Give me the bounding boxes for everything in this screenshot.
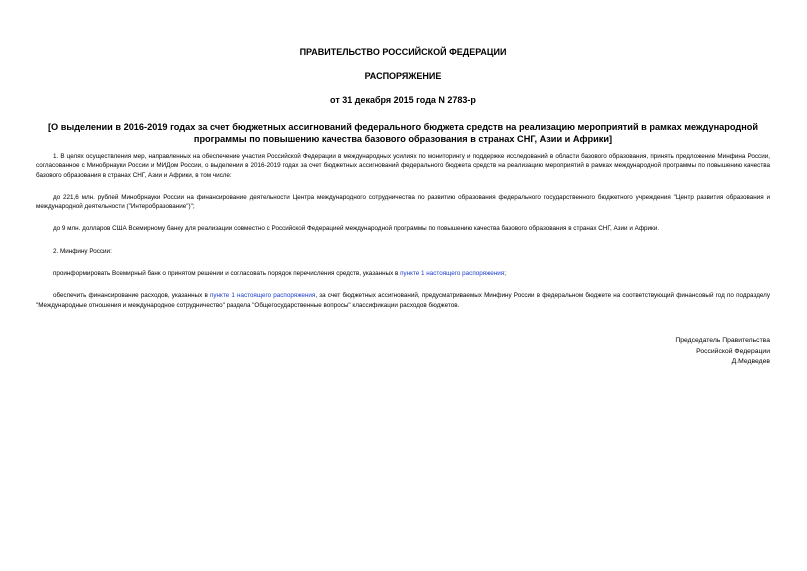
signature-position: Председатель Правительства (675, 337, 770, 344)
paragraph-6-text-after: , за счет бюджетных ассигнований, предусматриваемых Минфину России в федеральном бюджете на соответствующий финансовый год по подразделу "Международные отношения и международное сотрудничество" раздела "Общегосударственные вопросы" классификации расходов бюджетов. (36, 292, 771, 309)
paragraph-5-text-before: проинформировать Всемирный банк о принятом решении и согласовать порядок перечисления средств, указанных в (53, 270, 401, 278)
link-clause-1-second[interactable]: пункте 1 настоящего распоряжения (209, 292, 316, 300)
signature-block (675, 336, 770, 368)
document-body (36, 152, 770, 323)
document-page (36, 0, 770, 571)
paragraph-1: 1. В целях осуществления мер, направленных на обеспечение участия Российской Федерации в международных усилиях по мониторингу и поддержке исследований в области базового образования, принять предложение Минфина России, согласованное с Минобрнауки России и МИДом России, о выделении в 2016-2019 годах за счет бюджетных ассигнований федерального бюджета средств на реализацию мероприятий в рамках международной программы по повышению качества базового образования в странах СНГ, Азии и Африки, в том числе: (36, 153, 770, 179)
paragraph-3: до 9 млн. долларов США Всемирному банку для реализации совместно с Российской Федерацией международной программы по повышению качества базового образования в странах СНГ, Азии и Африки. (53, 225, 660, 233)
document-title: [О выделении в 2016-2019 годах за счет бюджетных ассигнований федерального бюджета средств на реализацию мероприятий в рамках международной программы по повышению качества базового образования в странах СНГ, Азии и Африки] (47, 122, 759, 144)
signature-organization: Российской Федерации (696, 347, 770, 355)
paragraph-4: 2. Минфину России: (53, 247, 112, 255)
paragraph-6-text-before: обеспечить финансирование расходов, указанных в (53, 292, 210, 300)
signature-name: Д.Медведев (731, 358, 770, 365)
link-clause-1[interactable]: пункте 1 настоящего распоряжения (400, 270, 505, 278)
paragraph-6 (36, 291, 770, 310)
paragraph-2: до 221,6 млн. рублей Минобрнауки России на финансирование деятельности Центра международного сотрудничества по развитию образования федерального государственного бюджетного учреждения "Центр развития образования и международной деятельности ("Интеробразование")"; (36, 193, 770, 211)
document-type-heading: РАСПОРЯЖЕНИЕ (364, 71, 442, 81)
paragraph-5 (36, 269, 770, 278)
document-date-number: от 31 декабря 2015 года N 2783-р (330, 95, 476, 105)
paragraph-5-text-after: ; (504, 270, 506, 278)
government-heading: ПРАВИТЕЛЬСТВО РОССИЙСКОЙ ФЕДЕРАЦИИ (299, 47, 507, 57)
